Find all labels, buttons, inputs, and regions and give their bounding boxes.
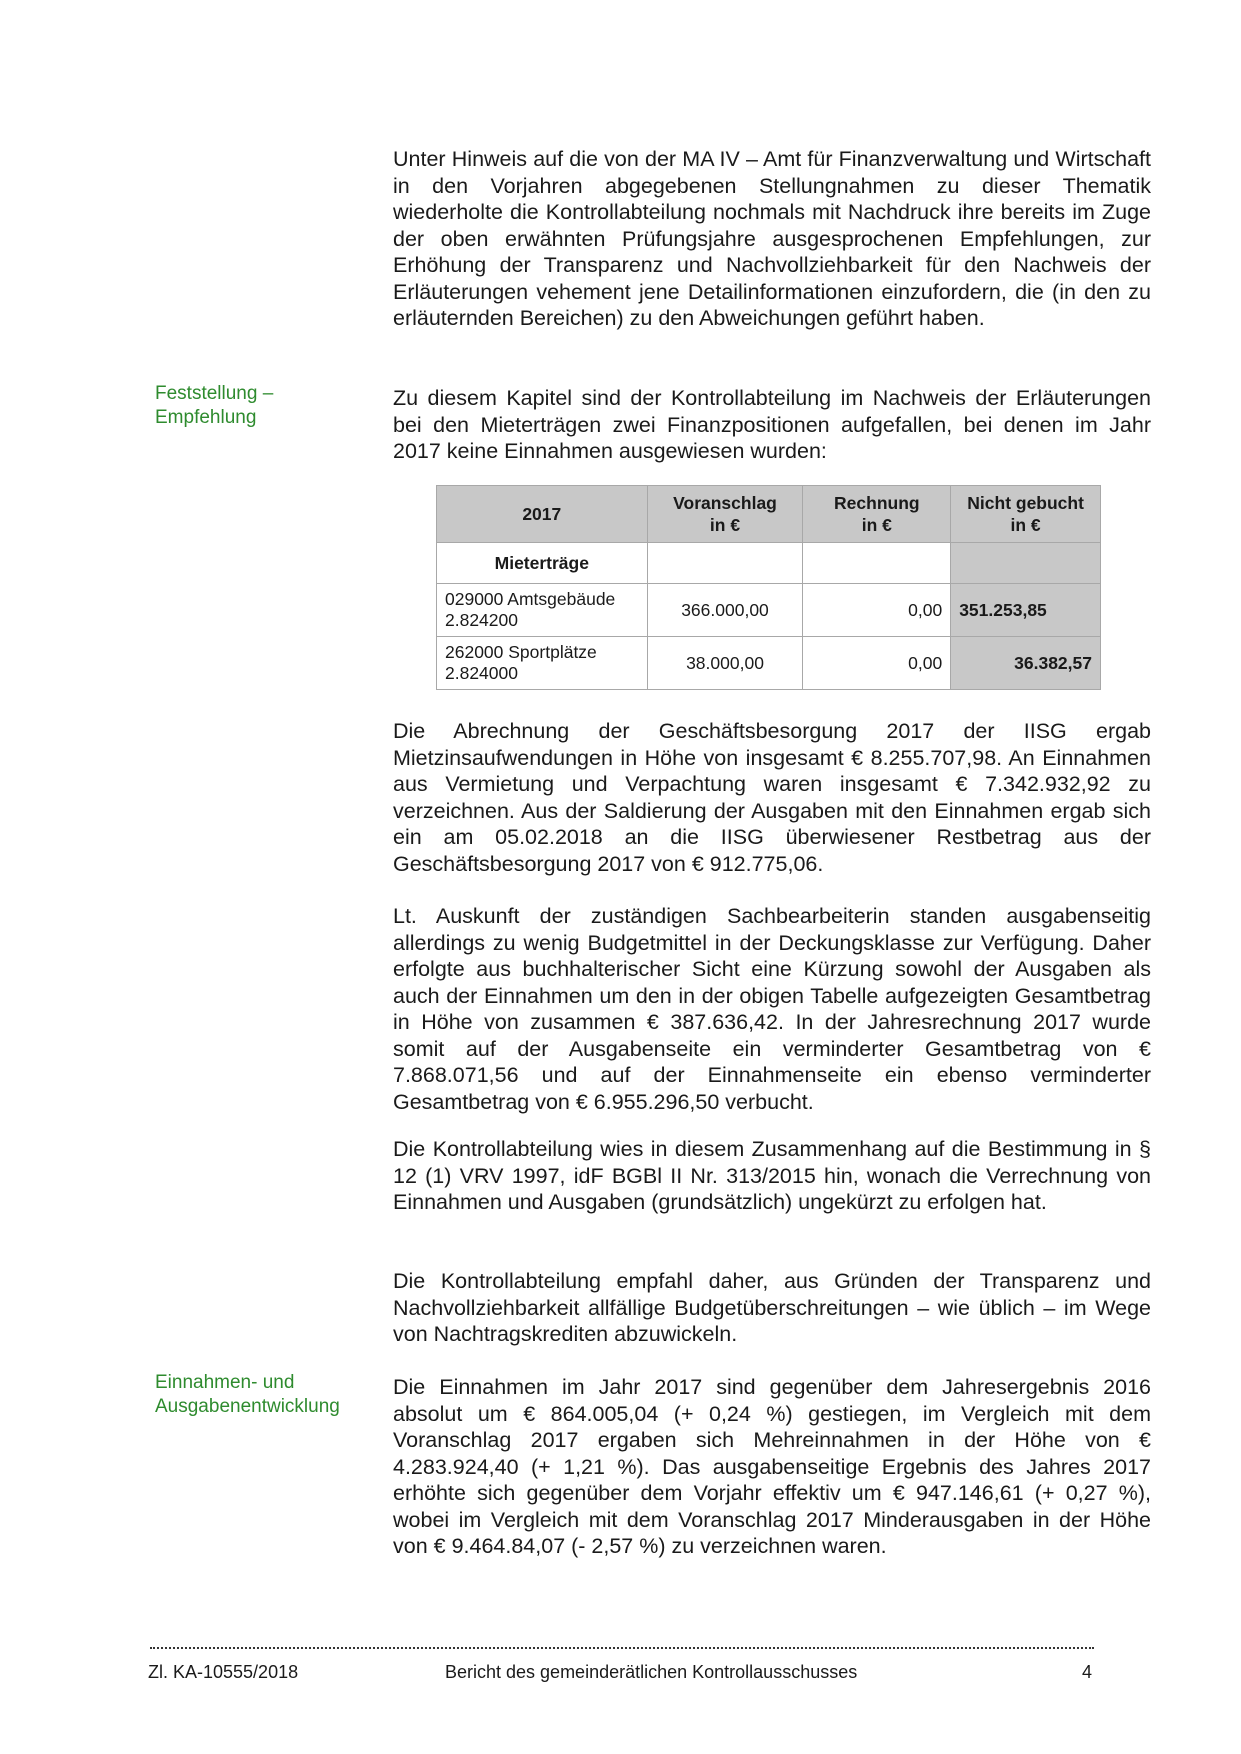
header-unit: in € (709, 515, 741, 535)
footer-title: Bericht des gemeinderätlichen Kontrollausschusses (445, 1662, 858, 1682)
header-rechnung (803, 486, 951, 543)
header-voranschlag (647, 486, 803, 543)
paragraph-finding: Zu diesem Kapitel sind der Kontrollabteilung im Nachweis der Erläuterungen bei den Mieterträgen zwei Finanzpositionen aufgefallen, bei denen im Jahr 2017 keine Einnahmen ausgewiesen wurden: (393, 386, 1151, 463)
nicht-gebucht-cell: 351.253,85 (951, 584, 1101, 637)
sidenote-line: Feststellung – (155, 383, 274, 404)
voranschlag-cell: 38.000,00 (647, 637, 803, 690)
header-label: Nicht gebucht (967, 493, 1084, 513)
header-year: 2017 (437, 486, 648, 543)
header-label: Voranschlag (673, 493, 777, 513)
paragraph-abrechnung: Die Abrechnung der Geschäftsbesorgung 2017 der IISG ergab Mietzinsaufwendungen in Höhe von insgesamt € 8.255.707,98. An Einnahmen aus Vermietung und Verpachtung waren insgesamt € 7.342.932,92 zu verzeichnen. Aus der Saldierung der Ausgaben mit den Einnahmen ergab sich ein am 05.02.2018 an die IISG überwiesener Restbetrag aus der Geschäftsbesorgung 2017 von € 912.775,06. (393, 719, 1151, 876)
header-label: Rechnung (834, 493, 920, 513)
paragraph-vrv: Die Kontrollabteilung wies in diesem Zusammenhang auf die Bestimmung in § 12 (1) VRV 1997, idF BGBl II Nr. 313/2015 hin, wonach die Verrechnung von Einnahmen und Ausgaben (grundsätzlich) ungekürzt zu erfolgen hat. (393, 1137, 1151, 1214)
sidenote-feststellung (155, 382, 385, 430)
category-cell: Mieterträge (437, 543, 648, 584)
financial-table (436, 485, 1101, 690)
position-name: 029000 Amtsgebäude (445, 589, 616, 609)
sidenote-einnahmen (155, 1371, 385, 1419)
sidenote-line: Empfehlung (155, 407, 257, 428)
position-code: 2.824200 (445, 610, 518, 630)
position-name-cell (437, 637, 648, 690)
paragraph-entwicklung: Die Einnahmen im Jahr 2017 sind gegenüber dem Jahresergebnis 2016 absolut um € 864.005,04 (+ 0,24 %) gestiegen, im Vergleich mit dem Voranschlag 2017 ergaben sich Mehreinnahmen in der Höhe von € 4.283.924,40 (+ 1,21 %). Das ausgabenseitige Ergebnis des Jahres 2017 erhöhte sich gegenüber dem Vorjahr effektiv um € 947.146,61 (+ 0,27 %), wobei im Vergleich mit dem Voranschlag 2017 Minderausgaben in der Höhe von € 9.464.84,07 (- 2,57 %) zu verzeichnen waren. (393, 1375, 1151, 1558)
position-name-cell (437, 584, 648, 637)
rechnung-cell: 0,00 (803, 637, 951, 690)
table-category-row (437, 543, 1101, 584)
page-number: 4 (1082, 1662, 1093, 1682)
header-unit: in € (861, 515, 892, 535)
empty-cell (803, 543, 951, 584)
footer-reference: Zl. KA-10555/2018 (148, 1662, 299, 1682)
paragraph-intro: Unter Hinweis auf die von der MA IV – Amt für Finanzverwaltung und Wirtschaft in den Vorjahren abgegebenen Stellungnahmen zu dieser Thematik wiederholte die Kontrollabteilung nochmals mit Nachdruck ihre bereits im Zuge der oben erwähnten Prüfungsjahre ausgesprochenen Empfehlungen, zur Erhöhung der Transparenz und Nachvollziehbarkeit für den Nachweis der Erläuterungen vehement jene Detailinformationen einzufordern, die (in den zu erläuternden Bereichen) zu den Abweichungen geführt haben. (393, 147, 1151, 330)
rechnung-cell: 0,00 (803, 584, 951, 637)
empty-cell (951, 543, 1101, 584)
table-row (437, 637, 1101, 690)
nicht-gebucht-cell: 36.382,57 (951, 637, 1101, 690)
sidenote-line: Einnahmen- und (155, 1372, 295, 1393)
position-name: 262000 Sportplätze (445, 642, 597, 662)
header-nicht-gebucht (951, 486, 1101, 543)
table-header-row (437, 486, 1101, 543)
sidenote-line: Ausgabenentwicklung (155, 1396, 340, 1417)
voranschlag-cell: 366.000,00 (647, 584, 803, 637)
empty-cell (647, 543, 803, 584)
footer-divider (150, 1645, 1094, 1649)
paragraph-auskunft: Lt. Auskunft der zuständigen Sachbearbeiterin standen ausgabenseitig allerdings zu wenig Budgetmittel in der Deckungsklasse zur Verfügung. Daher erfolgte aus buchhalterischer Sicht eine Kürzung sowohl der Ausgaben als auch der Einnahmen um den in der obigen Tabelle aufgezeigten Gesamtbetrag in Höhe von zusammen € 387.636,42. In der Jahresrechnung 2017 wurde somit auf der Ausgabenseite ein verminderter Gesamtbetrag von € 7.868.071,56 und auf der Einnahmenseite ein ebenso verminderter Gesamtbetrag von € 6.955.296,50 verbucht. (393, 904, 1151, 1114)
header-unit: in € (1010, 515, 1041, 535)
paragraph-empfehlung: Die Kontrollabteilung empfahl daher, aus Gründen der Transparenz und Nachvollziehbarkeit allfällige Budgetüberschreitungen – wie üblich – im Wege von Nachtragskrediten abzuwickeln. (393, 1269, 1151, 1346)
table-row (437, 584, 1101, 637)
position-code: 2.824000 (445, 663, 518, 683)
